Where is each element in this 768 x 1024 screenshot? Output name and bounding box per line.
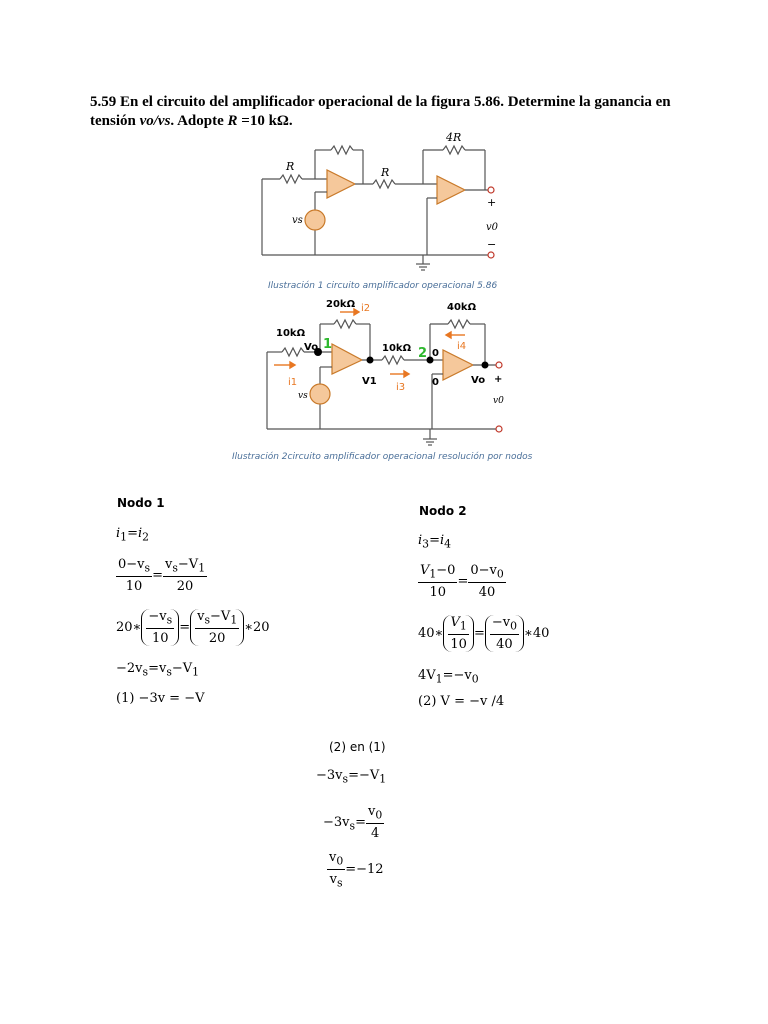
label-4r: 4R: [446, 131, 462, 144]
opamp-right: [437, 176, 465, 204]
label-v0: v0: [486, 222, 499, 233]
voltage-source-vs: [305, 210, 325, 230]
resistor-10k-2: [382, 356, 404, 364]
nodo2-eq4: $4V_1=-v_0$: [418, 668, 479, 686]
output-terminal-minus: [488, 252, 494, 258]
resistor-4r: [443, 146, 465, 154]
label-i1: i1: [288, 377, 298, 388]
substitution-title: (2) en (1): [329, 740, 386, 754]
circuit-figure-2: [260, 298, 510, 450]
label-vs-2: vs: [298, 391, 308, 401]
problem-statement: [90, 93, 690, 131]
nodo2-title: Nodo 2: [419, 504, 467, 518]
nodo2-eq5-cut: (2) V = −v /4: [418, 694, 505, 709]
label-i2: i2: [361, 303, 371, 314]
nodo1-eq3: 20∗ $\frac{-v_s}{10}$ = $\frac{v_s-V_1}{20}$ ∗20: [116, 609, 270, 646]
nodo1-eq2: $\frac{0-v_s}{10}$ = $\frac{v_s-V_1}{20}$: [118, 557, 206, 594]
label-10k-left: 10kΩ: [276, 328, 306, 339]
label-plus-2: +: [494, 374, 503, 385]
nodo2-eq3: 40∗ $\frac{V_1}{10}$ = $\frac{-v_0}{40}$ ∗40: [418, 615, 550, 652]
nodo1-eq1: $i_1=i_2$: [116, 526, 150, 544]
label-v0-2: v0: [493, 396, 504, 406]
label-20k: 20kΩ: [326, 299, 356, 310]
opamp-left: [327, 170, 355, 198]
label-10k-mid: 10kΩ: [382, 343, 412, 354]
label-i3: i3: [396, 382, 406, 393]
label-node-1: 1: [323, 337, 333, 352]
label-i4: i4: [457, 341, 467, 352]
nodo1-title: Nodo 1: [117, 496, 165, 510]
resistor-2r: [331, 146, 353, 154]
problem-text-a: En el circuito del amplificador operacional de la figura 5.86. Determine la ganancia en tensión: [90, 94, 671, 129]
nodo1-eq4: $-2v_s=v_s-V_1$: [116, 661, 200, 679]
output-terminal-minus-2: [496, 426, 502, 432]
voltage-source-vs-2: [310, 384, 330, 404]
nodo1-eq5-cut: (1) −3v = −V: [116, 691, 205, 706]
opamp-left-2: [332, 344, 362, 374]
problem-number: 5.59: [90, 94, 117, 110]
label-output-plus: +: [487, 196, 497, 209]
figure-2-caption: Ilustración 2circuito amplificador operacional resolución por nodos: [232, 452, 533, 462]
nodo2-eq2: $\frac{V_1-0}{10}$ = $\frac{0-v_0}{40}$: [420, 563, 504, 600]
output-terminal-plus-2: [496, 362, 502, 368]
label-node-2: 2: [418, 346, 428, 361]
resistor-r1: [280, 175, 302, 183]
label-40k: 40kΩ: [447, 302, 477, 313]
substitution-eq3: $\frac{v_0}{v_s}$ =−12: [329, 850, 384, 890]
node-vo-dot: [482, 362, 489, 369]
resistor-40k: [448, 320, 470, 328]
resistor-10k-1: [282, 348, 304, 356]
opamp-right-2: [443, 350, 473, 380]
label-vs: vs: [292, 215, 303, 226]
label-r3: R: [381, 166, 390, 179]
resistor-20k: [334, 320, 356, 328]
label-zero-top: 0: [432, 348, 439, 359]
problem-text-b: . Adopte: [170, 113, 228, 129]
label-zero-bottom: 0: [432, 377, 439, 388]
substitution-eq2: $-3v_s=$ $\frac{v_0}{4}$: [323, 804, 383, 841]
problem-ratio: vo/vs: [139, 113, 171, 129]
resistor-r3: [373, 180, 395, 188]
label-vo-left: Vo: [304, 342, 319, 353]
label-output-minus: −: [487, 238, 497, 251]
node-v1-dot: [367, 357, 374, 364]
output-terminal-plus: [488, 187, 494, 193]
nodo2-eq1: $i_3=i_4$: [418, 533, 452, 551]
label-vo-right: Vo: [471, 375, 486, 386]
problem-text-c: =10 kΩ.: [237, 113, 293, 129]
circuit-figure-1: [255, 131, 515, 274]
substitution-eq1: $-3v_s=-V_1$: [316, 768, 387, 786]
figure-1-caption: Ilustración 1 circuito amplificador operacional 5.86: [268, 281, 498, 291]
problem-r-symbol: R: [227, 113, 238, 129]
label-v1: V1: [362, 376, 377, 387]
label-r1: R: [286, 160, 295, 173]
